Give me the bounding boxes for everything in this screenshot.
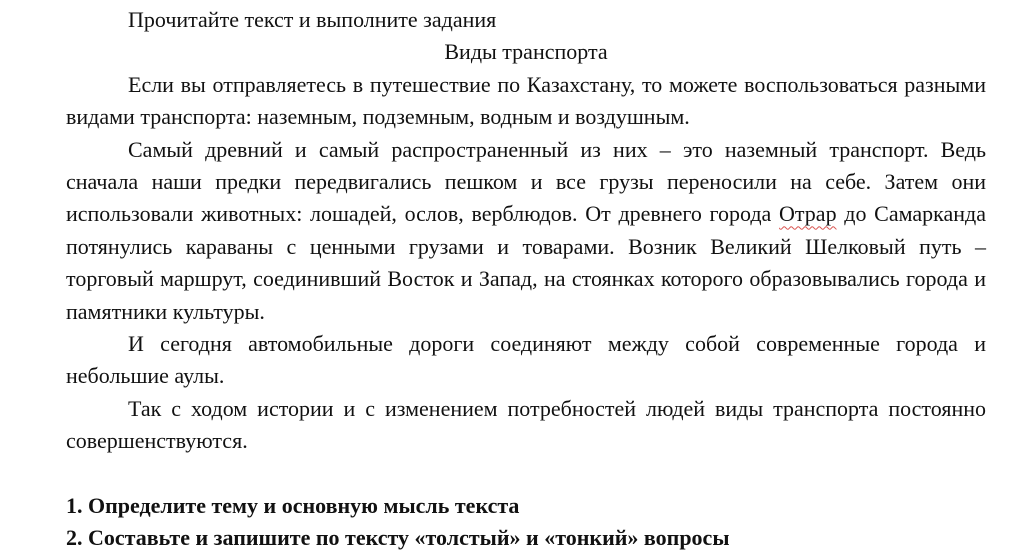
spellcheck-marked-word: Отрар <box>779 201 837 227</box>
paragraph-2-start: Самый древний и самый распространенный из них – это наземный транспорт. Ведь сначала наши предки передвигались пешком и все грузы переносили на себе. Затем они использовали животных: лошадей, ослов, верблюдов. От древнего города <box>66 136 986 227</box>
task-1: 1. Определите тему и основную мысль текста <box>66 493 520 519</box>
instruction-line: Прочитайте текст и выполните задания <box>128 7 497 32</box>
paragraph-2 <box>66 134 986 328</box>
paragraph-1: Если вы отправляетесь в путешествие по Казахстану, то можете воспользоваться разными видами транспорта: наземным, подземным, водным и воздушным. <box>66 71 986 130</box>
paragraph-4: Так с ходом истории и с изменением потребностей людей виды транспорта постоянно совершенствуются. <box>66 395 986 454</box>
paragraph-3: И сегодня автомобильные дороги соединяют между собой современные города и небольшие аулы. <box>66 331 986 389</box>
paragraph-2-end: до Самарканда потянулись караваны с ценными грузами и товарами. Возник Великий Шелковый путь – торговый маршрут, соединивший Восток и Запад, на стоянках которого образовывались города и памятники культуры. <box>66 201 987 324</box>
task-2: 2. Составьте и запишите по тексту «толстый» и «тонкий» вопросы <box>66 525 730 551</box>
blank-line <box>66 458 986 490</box>
text-title: Виды транспорта <box>444 39 608 65</box>
document-page <box>66 4 986 555</box>
